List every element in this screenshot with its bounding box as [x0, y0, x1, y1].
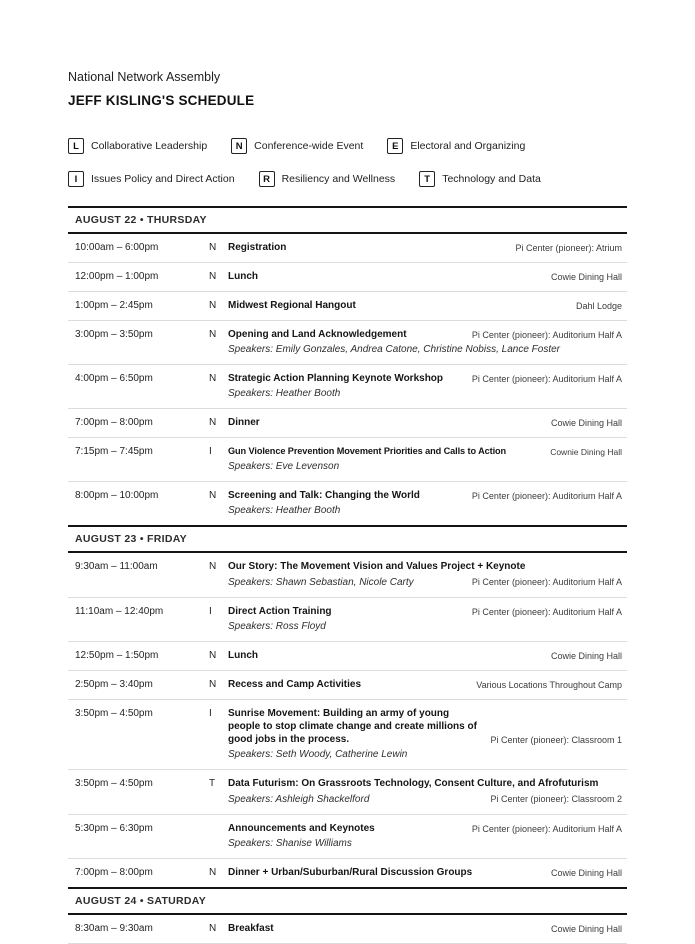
event-row — [68, 437, 627, 481]
event-title-line — [228, 678, 622, 691]
legend-code-box: N — [231, 138, 247, 154]
event-title-line — [228, 560, 622, 573]
legend-row — [68, 138, 627, 154]
event-title: Data Futurism: On Grassroots Technology, Consent Culture, and Afrofuturism — [228, 778, 599, 789]
event-time: 7:00pm – 8:00pm — [75, 867, 153, 878]
event-time: 4:00pm – 6:50pm — [75, 373, 153, 384]
day-section — [68, 915, 627, 943]
event-row — [68, 641, 627, 670]
event-location: Cowie Dining Hall — [550, 868, 622, 878]
event-speakers: Speakers: Ross Floyd — [228, 621, 326, 632]
event-content — [228, 416, 627, 429]
event-speakers: Speakers: Ashleigh Shackelford — [228, 794, 370, 805]
event-title-line — [228, 866, 622, 879]
event-title-line — [228, 241, 622, 254]
event-location: Pi Center (pioneer): Auditorium Half A — [471, 491, 622, 501]
legend-item — [387, 138, 525, 154]
event-title-line — [228, 822, 622, 835]
event-row — [68, 408, 627, 437]
event-code: N — [209, 242, 217, 253]
event-speakers-line — [228, 344, 622, 356]
event-title: Lunch — [228, 650, 258, 661]
event-time: 8:00pm – 10:00pm — [75, 490, 159, 501]
event-location: Pi Center (pioneer): Classroom 1 — [490, 735, 622, 745]
legend-code-box: L — [68, 138, 84, 154]
event-row — [68, 364, 627, 408]
legend-row — [68, 171, 627, 187]
legend-item — [68, 138, 207, 154]
event-content — [228, 299, 627, 312]
event-location: Pi Center (pioneer): Auditorium Half A — [471, 577, 622, 587]
event-time: 2:50pm – 3:40pm — [75, 679, 153, 690]
event-content — [228, 489, 627, 517]
event-speakers: Speakers: Seth Woody, Catherine Lewin — [228, 749, 408, 760]
event-code: N — [209, 679, 217, 690]
legend-label: Issues Policy and Direct Action — [91, 173, 235, 185]
event-title: Gun Violence Prevention Movement Priorities and Calls to Action — [228, 446, 507, 456]
legend-label: Technology and Data — [442, 173, 541, 185]
event-title: Screening and Talk: Changing the World — [228, 490, 420, 501]
event-location: Pi Center (pioneer): Auditorium Half A — [471, 824, 622, 834]
event-content — [228, 241, 627, 254]
event-time: 12:00pm – 1:00pm — [75, 271, 159, 282]
event-time: 9:30am – 11:00am — [75, 561, 158, 572]
event-location: Cowie Dining Hall — [550, 272, 622, 282]
legend-item — [419, 171, 541, 187]
event-code: N — [209, 867, 217, 878]
event-speakers: Speakers: Shawn Sebastian, Nicole Carty — [228, 577, 414, 588]
event-speakers: Speakers: Emily Gonzales, Andrea Catone, Christine Nobiss, Lance Foster — [228, 344, 561, 355]
legend-item — [231, 138, 363, 154]
event-title: Breakfast — [228, 923, 274, 934]
event-location: Cowie Dining Hall — [550, 418, 622, 428]
event-row — [68, 481, 627, 525]
event-location: Cownie Dining Hall — [550, 447, 622, 457]
event-content — [228, 605, 627, 633]
event-time: 1:00pm – 2:45pm — [75, 300, 153, 311]
event-content — [228, 822, 627, 850]
event-code: I — [209, 606, 212, 617]
event-code: N — [209, 373, 217, 384]
event-code: N — [209, 300, 217, 311]
event-time: 8:30am – 9:30am — [75, 923, 153, 934]
event-row — [68, 769, 627, 814]
event-title: Sunrise Movement: Building an army of young people to stop climate change and create millions of good jobs in the process. — [228, 708, 477, 745]
event-content — [228, 649, 627, 662]
event-content — [228, 328, 627, 356]
event-content — [228, 922, 627, 935]
day-header: AUGUST 23 • FRIDAY — [68, 525, 627, 553]
event-code: T — [209, 778, 216, 789]
event-row — [68, 597, 627, 641]
legend-code-box: T — [419, 171, 435, 187]
legend-label: Electoral and Organizing — [410, 140, 526, 152]
event-row — [68, 915, 627, 943]
day-section — [68, 234, 627, 525]
event-code — [203, 822, 228, 850]
event-title-line — [228, 445, 622, 458]
day-section — [68, 553, 627, 887]
event-row — [68, 814, 627, 858]
event-location: Pi Center (pioneer): Atrium — [515, 243, 622, 253]
legend-item — [68, 171, 235, 187]
legend-item — [259, 171, 396, 187]
event-speakers-line — [228, 576, 622, 589]
event-speakers: Speakers: Shanise Williams — [228, 838, 352, 849]
day-header: AUGUST 24 • SATURDAY — [68, 887, 627, 915]
event-code: N — [209, 923, 217, 934]
event-location: Various Locations Throughout Camp — [476, 680, 622, 690]
event-code: N — [209, 561, 217, 572]
event-location: Pi Center (pioneer): Auditorium Half A — [471, 374, 622, 384]
event-type-legend — [68, 138, 627, 187]
event-title-line — [228, 416, 622, 429]
event-title: Strategic Action Planning Keynote Workshop — [228, 373, 444, 384]
event-speakers-line — [228, 838, 622, 850]
event-content — [228, 866, 627, 879]
event-code: I — [209, 708, 212, 719]
event-speakers-line — [228, 461, 622, 473]
event-time: 12:50pm – 1:50pm — [75, 650, 159, 661]
page-title: JEFF KISLING'S SCHEDULE — [68, 93, 255, 108]
event-time: 10:00am – 6:00pm — [75, 242, 159, 253]
event-row — [68, 670, 627, 699]
event-row — [68, 262, 627, 291]
event-title: Dinner — [228, 417, 260, 428]
event-title: Announcements and Keynotes — [228, 823, 375, 834]
event-content — [228, 678, 627, 691]
event-title: Midwest Regional Hangout — [228, 300, 356, 311]
event-speakers: Speakers: Eve Levenson — [228, 461, 340, 472]
legend-label: Resiliency and Wellness — [281, 173, 396, 185]
event-location: Pi Center (pioneer): Auditorium Half A — [471, 607, 622, 617]
event-location: Cowie Dining Hall — [550, 651, 622, 661]
organization-name: National Network Assembly — [68, 70, 221, 84]
event-content — [228, 270, 627, 283]
event-row — [68, 858, 627, 887]
event-code: N — [209, 329, 217, 340]
event-content — [228, 707, 627, 761]
event-code: I — [209, 446, 212, 457]
event-row — [68, 320, 627, 364]
event-title: Opening and Land Acknowledgement — [228, 329, 407, 340]
event-speakers-line — [228, 388, 622, 400]
event-speakers-line — [228, 505, 622, 517]
event-title: Registration — [228, 242, 287, 253]
event-title-line — [228, 328, 622, 341]
event-location: Dahl Lodge — [575, 301, 622, 311]
event-title-line — [228, 299, 622, 312]
event-code: N — [209, 271, 217, 282]
event-speakers-line — [228, 793, 622, 806]
event-title: Recess and Camp Activities — [228, 679, 362, 690]
event-code: N — [209, 417, 217, 428]
legend-label: Collaborative Leadership — [91, 140, 208, 152]
event-location: Cowie Dining Hall — [550, 924, 622, 934]
event-content — [228, 445, 627, 473]
event-time: 3:00pm – 3:50pm — [75, 329, 153, 340]
event-time: 7:00pm – 8:00pm — [75, 417, 153, 428]
event-speakers-line — [228, 749, 622, 761]
event-speakers: Speakers: Heather Booth — [228, 505, 341, 516]
event-row — [68, 553, 627, 597]
event-row — [68, 291, 627, 320]
legend-code-box: R — [259, 171, 275, 187]
event-code: N — [209, 490, 217, 501]
event-title-line — [228, 489, 622, 502]
event-content — [228, 560, 627, 589]
event-row — [68, 234, 627, 262]
event-time: 11:10am – 12:40pm — [75, 606, 164, 617]
event-time: 5:30pm – 6:30pm — [75, 823, 153, 834]
event-speakers: Speakers: Heather Booth — [228, 388, 341, 399]
event-title-line — [228, 707, 622, 746]
event-title-line — [228, 270, 622, 283]
event-code: N — [209, 650, 217, 661]
event-location: Pi Center (pioneer): Classroom 2 — [490, 794, 622, 804]
event-title: Our Story: The Movement Vision and Values Project + Keynote — [228, 561, 526, 572]
event-row — [68, 699, 627, 769]
event-title-line — [228, 605, 622, 618]
event-time: 3:50pm – 4:50pm — [75, 778, 153, 789]
event-title: Dinner + Urban/Suburban/Rural Discussion Groups — [228, 867, 473, 878]
legend-code-box: I — [68, 171, 84, 187]
event-title-line — [228, 649, 622, 662]
event-title-line — [228, 777, 622, 790]
schedule-table — [68, 206, 627, 944]
event-content — [228, 777, 627, 806]
legend-label: Conference-wide Event — [254, 140, 364, 152]
legend-code-box: E — [387, 138, 403, 154]
event-location: Pi Center (pioneer): Auditorium Half A — [471, 330, 622, 340]
event-content — [228, 372, 627, 400]
event-title: Direct Action Training — [228, 606, 332, 617]
event-title: Lunch — [228, 271, 258, 282]
event-speakers-line — [228, 621, 622, 633]
event-title-line — [228, 372, 622, 385]
event-title-line — [228, 922, 622, 935]
event-time: 3:50pm – 4:50pm — [75, 708, 153, 719]
day-header: AUGUST 22 • THURSDAY — [68, 206, 627, 234]
event-time: 7:15pm – 7:45pm — [75, 446, 153, 457]
